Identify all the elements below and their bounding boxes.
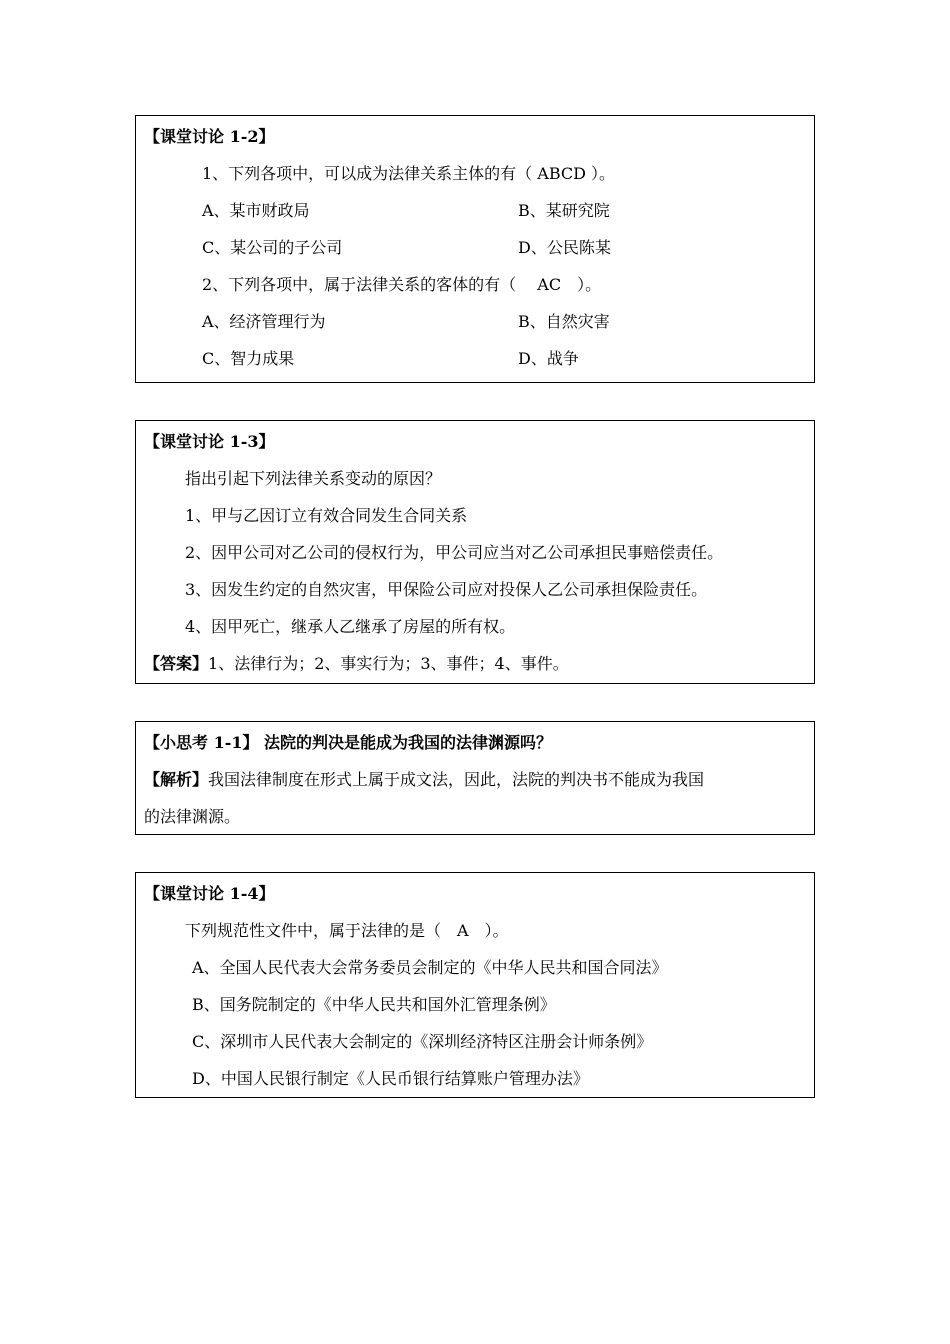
box-title: 【小思考 1-1】 法院的判决是能成为我国的法律渊源吗？ <box>144 733 553 752</box>
analysis-text: 我国法律制度在形式上属于成文法，因此，法院的判决书不能成为我国 <box>208 770 705 789</box>
option-b: B、国务院制定的《中华人民共和国外汇管理条例》 <box>192 995 556 1014</box>
answer <box>144 654 569 674</box>
option-c: C、深圳市人民代表大会制定的《深圳经济特区注册会计师条例》 <box>192 1032 653 1051</box>
list-item: 3、因发生约定的自然灾害，甲保险公司应对投保人乙公司承担保险责任。 <box>185 580 708 599</box>
analysis-line-1 <box>144 770 704 790</box>
option-a: A、某市财政局 <box>202 201 310 220</box>
box-title: 【课堂讨论 1-3】 <box>144 432 275 451</box>
box-title: 【课堂讨论 1-2】 <box>144 127 275 146</box>
discussion-box-1-3 <box>135 420 815 684</box>
option-d: D、中国人民银行制定《人民币银行结算账户管理办法》 <box>192 1069 589 1088</box>
discussion-box-1-4 <box>135 872 815 1098</box>
answer-label: 【答案】 <box>144 654 209 673</box>
option-c: C、智力成果 <box>202 349 295 368</box>
option-d: D、战争 <box>518 349 579 368</box>
option-c: C、某公司的子公司 <box>202 238 343 257</box>
prompt: 指出引起下列法律关系变动的原因？ <box>185 469 442 488</box>
analysis-label: 【解析】 <box>144 770 209 789</box>
question-2: 2、下列各项中，属于法律关系的客体的有（ AC ）。 <box>202 275 602 294</box>
question: 下列规范性文件中，属于法律的是（ A ）。 <box>185 921 509 940</box>
option-a: A、经济管理行为 <box>202 312 326 331</box>
question-1: 1、下列各项中，可以成为法律关系主体的有（ ABCD ）。 <box>202 164 616 183</box>
box-title: 【课堂讨论 1-4】 <box>144 884 275 903</box>
analysis-line-2: 的法律渊源。 <box>144 807 241 826</box>
reflection-box-1-1 <box>135 721 815 835</box>
list-item: 2、因甲公司对乙公司的侵权行为，甲公司应当对乙公司承担民事赔偿责任。 <box>185 543 724 562</box>
answer-text: 1、法律行为；2、事实行为；3、事件；4、事件。 <box>208 654 569 673</box>
option-b: B、自然灾害 <box>518 312 610 331</box>
option-b: B、某研究院 <box>518 201 610 220</box>
option-d: D、公民陈某 <box>518 238 611 257</box>
list-item: 4、因甲死亡，继承人乙继承了房屋的所有权。 <box>185 617 516 636</box>
list-item: 1、甲与乙因订立有效合同发生合同关系 <box>185 506 468 525</box>
discussion-box-1-2 <box>135 115 815 383</box>
option-a: A、全国人民代表大会常务委员会制定的《中华人民共和国合同法》 <box>192 958 668 977</box>
